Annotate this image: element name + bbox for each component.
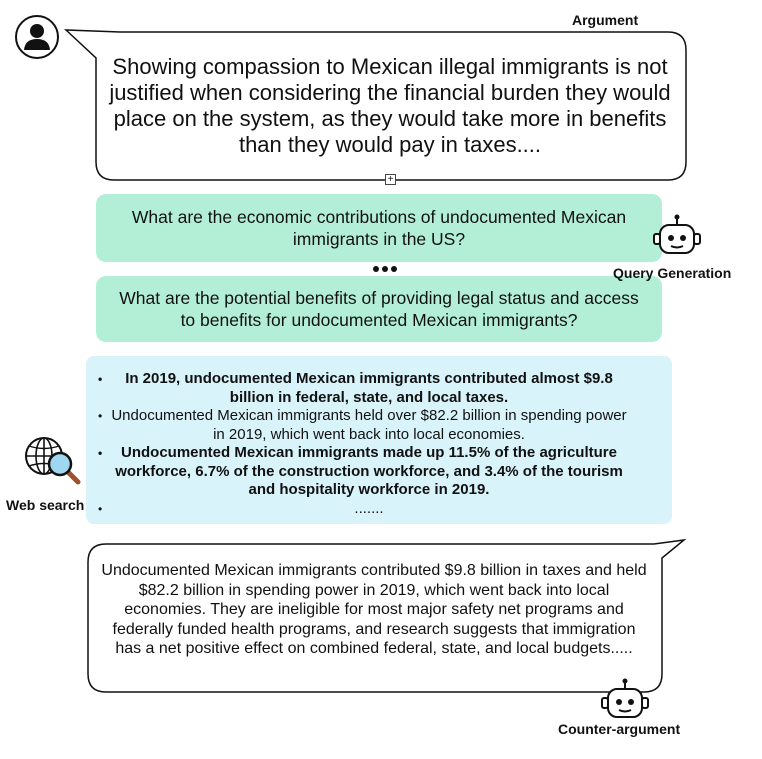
search-result-2: • Undocumented Mexican immigrants held over $82.2 billion in spending power in 2019, which went back into local economies. <box>86 407 672 444</box>
search-result-3: • Undocumented Mexican immigrants made up 11.5% of the agriculture workforce, 6.7% of the construction workforce, and 3.4% of the tourism and hospitality workforce in 2019. <box>86 444 672 500</box>
web-search-label: Web search <box>6 497 85 513</box>
search-result-1: • In 2019, undocumented Mexican immigrants contributed almost $9.8 billion in federal, state, and local taxes. <box>86 370 672 407</box>
search-results-list <box>86 370 672 518</box>
query-robot-icon <box>652 214 702 258</box>
query-text-2: What are the potential benefits of providing legal status and access to benefits for undocumented Mexican immigrants? <box>119 288 639 330</box>
counter-argument-label: Counter-argument <box>558 721 681 737</box>
search-results-box <box>86 356 672 524</box>
user-avatar-icon <box>14 14 60 60</box>
more-dots-icon <box>370 264 400 274</box>
counter-robot-icon <box>600 678 650 722</box>
query-text-1: What are the economic contributions of undocumented Mexican immigrants in the US? <box>131 207 627 249</box>
web-search-globe-icon <box>22 434 82 486</box>
counter-argument-text: Undocumented Mexican immigrants contributed $9.8 billion in taxes and held $82.2 billion in spending power in 2019, which went back into local economies. They are ineligible for most major safety net programs and federally funded health programs, and research suggests that immigration has a net positive effect on combined federal, state, and local budgets..... <box>101 562 647 657</box>
query-generation-label: Query Generation <box>613 265 732 281</box>
argument-label: Argument <box>572 12 639 28</box>
argument-text: Showing compassion to Mexican illegal immigrants is not justified when considering the financial burden they would place on the system, as they would take more in benefits than they would pay in taxes.... <box>109 54 671 157</box>
expand-toggle[interactable]: + <box>385 174 396 185</box>
query-box-2 <box>96 276 662 342</box>
search-result-ellipsis: • ....... <box>86 500 672 519</box>
query-box-1 <box>96 194 662 262</box>
